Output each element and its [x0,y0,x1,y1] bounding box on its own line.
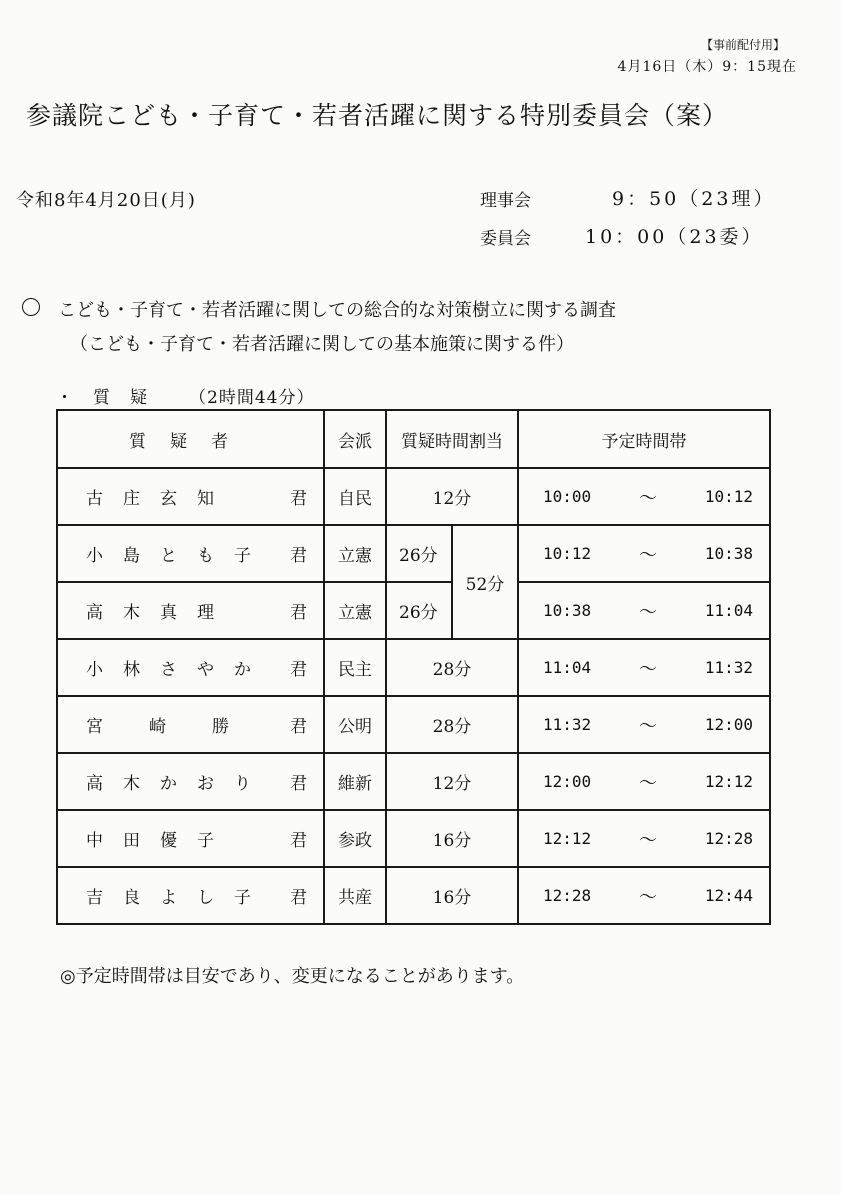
header-allotment: 質疑時間割当 [386,410,518,468]
questioner-name: 吉良よし子 [86,888,271,908]
questioner-name: 高木かおり [86,774,271,794]
distribution-tag: 【事前配付用】 [700,38,785,52]
table-row [57,468,770,525]
party: 共産 [324,867,386,924]
end-time: 12:44 [704,886,753,905]
honorific: 君 [290,774,307,794]
allotted-time: 16分 [386,867,518,924]
directors-meeting-time: 9：50（23理） [612,188,776,210]
table-row [57,639,770,696]
meeting-date: 令和8年4月20日(月) [16,190,196,211]
agenda-item: こども・子育て・若者活躍に関しての総合的な対策樹立に関する調査 [58,300,616,321]
header-questioner: 質疑者 [57,410,324,468]
table-row [57,810,770,867]
end-time: 11:32 [704,658,753,677]
timestamp: 4月16日（木）9：15現在 [617,59,797,75]
range-separator: ～ [639,772,657,794]
range-separator: ～ [639,658,657,680]
table-row [57,696,770,753]
start-time: 12:28 [543,886,592,905]
shared-party-time: 52分 [452,525,518,639]
range-separator: ～ [639,886,657,908]
end-time: 12:00 [704,715,753,734]
party: 公明 [324,696,386,753]
start-time: 12:00 [543,772,592,791]
allotted-time: 26分 [386,582,452,639]
honorific: 君 [290,660,307,680]
qa-label: ・質疑 [56,388,167,408]
start-time: 11:04 [543,658,592,677]
allotted-time: 28分 [386,639,518,696]
honorific: 君 [290,717,307,737]
header-party: 会派 [324,410,386,468]
allotted-time: 16分 [386,810,518,867]
directors-meeting-label: 理事会 [480,191,531,211]
questioner-name: 高木真理 [86,603,234,623]
party: 維新 [324,753,386,810]
header-schedule: 予定時間帯 [518,410,770,468]
honorific: 君 [290,489,307,509]
party: 参政 [324,810,386,867]
end-time: 11:04 [704,601,753,620]
honorific: 君 [290,831,307,851]
questioner-name: 古庄玄知 [86,489,234,509]
start-time: 12:12 [543,829,592,848]
table-row [57,582,770,639]
questioner-name: 小島とも子 [86,546,271,566]
allotted-time: 12分 [386,468,518,525]
end-time: 10:38 [704,544,753,563]
end-time: 12:28 [704,829,753,848]
end-time: 12:12 [704,772,753,791]
committee-meeting-label: 委員会 [480,229,531,249]
start-time: 10:00 [543,487,592,506]
allotted-time: 26分 [386,525,452,582]
start-time: 10:12 [543,544,592,563]
questioner-name: 宮崎勝 [86,717,275,737]
agenda-subitem: （こども・子育て・若者活躍に関しての基本施策に関する件） [70,334,574,355]
party: 立憲 [324,582,386,639]
range-separator: ～ [639,544,657,566]
table-row [57,867,770,924]
questioner-name: 中田優子 [86,831,234,851]
party: 立憲 [324,525,386,582]
committee-meeting-time: 10：00（23委） [585,226,764,248]
range-separator: ～ [639,715,657,737]
honorific: 君 [290,546,307,566]
qa-duration: （2時間44分） [189,388,315,408]
party: 自民 [324,468,386,525]
document-title: 参議院こども・子育て・若者活躍に関する特別委員会（案） [26,101,729,130]
allotted-time: 12分 [386,753,518,810]
footnote: ◎予定時間帯は目安であり、変更になることがあります。 [60,966,525,987]
end-time: 10:12 [704,487,753,506]
questioner-table [56,409,771,925]
honorific: 君 [290,603,307,623]
start-time: 11:32 [543,715,592,734]
range-separator: ～ [639,601,657,623]
start-time: 10:38 [543,601,592,620]
table-header-row [57,410,770,468]
honorific: 君 [290,888,307,908]
bullet-circle-icon [22,298,40,316]
allotted-time: 28分 [386,696,518,753]
range-separator: ～ [639,487,657,509]
range-separator: ～ [639,829,657,851]
table-row [57,753,770,810]
qa-heading [56,383,314,408]
party: 民主 [324,639,386,696]
table-row [57,525,770,582]
questioner-name: 小林さやか [86,660,271,680]
